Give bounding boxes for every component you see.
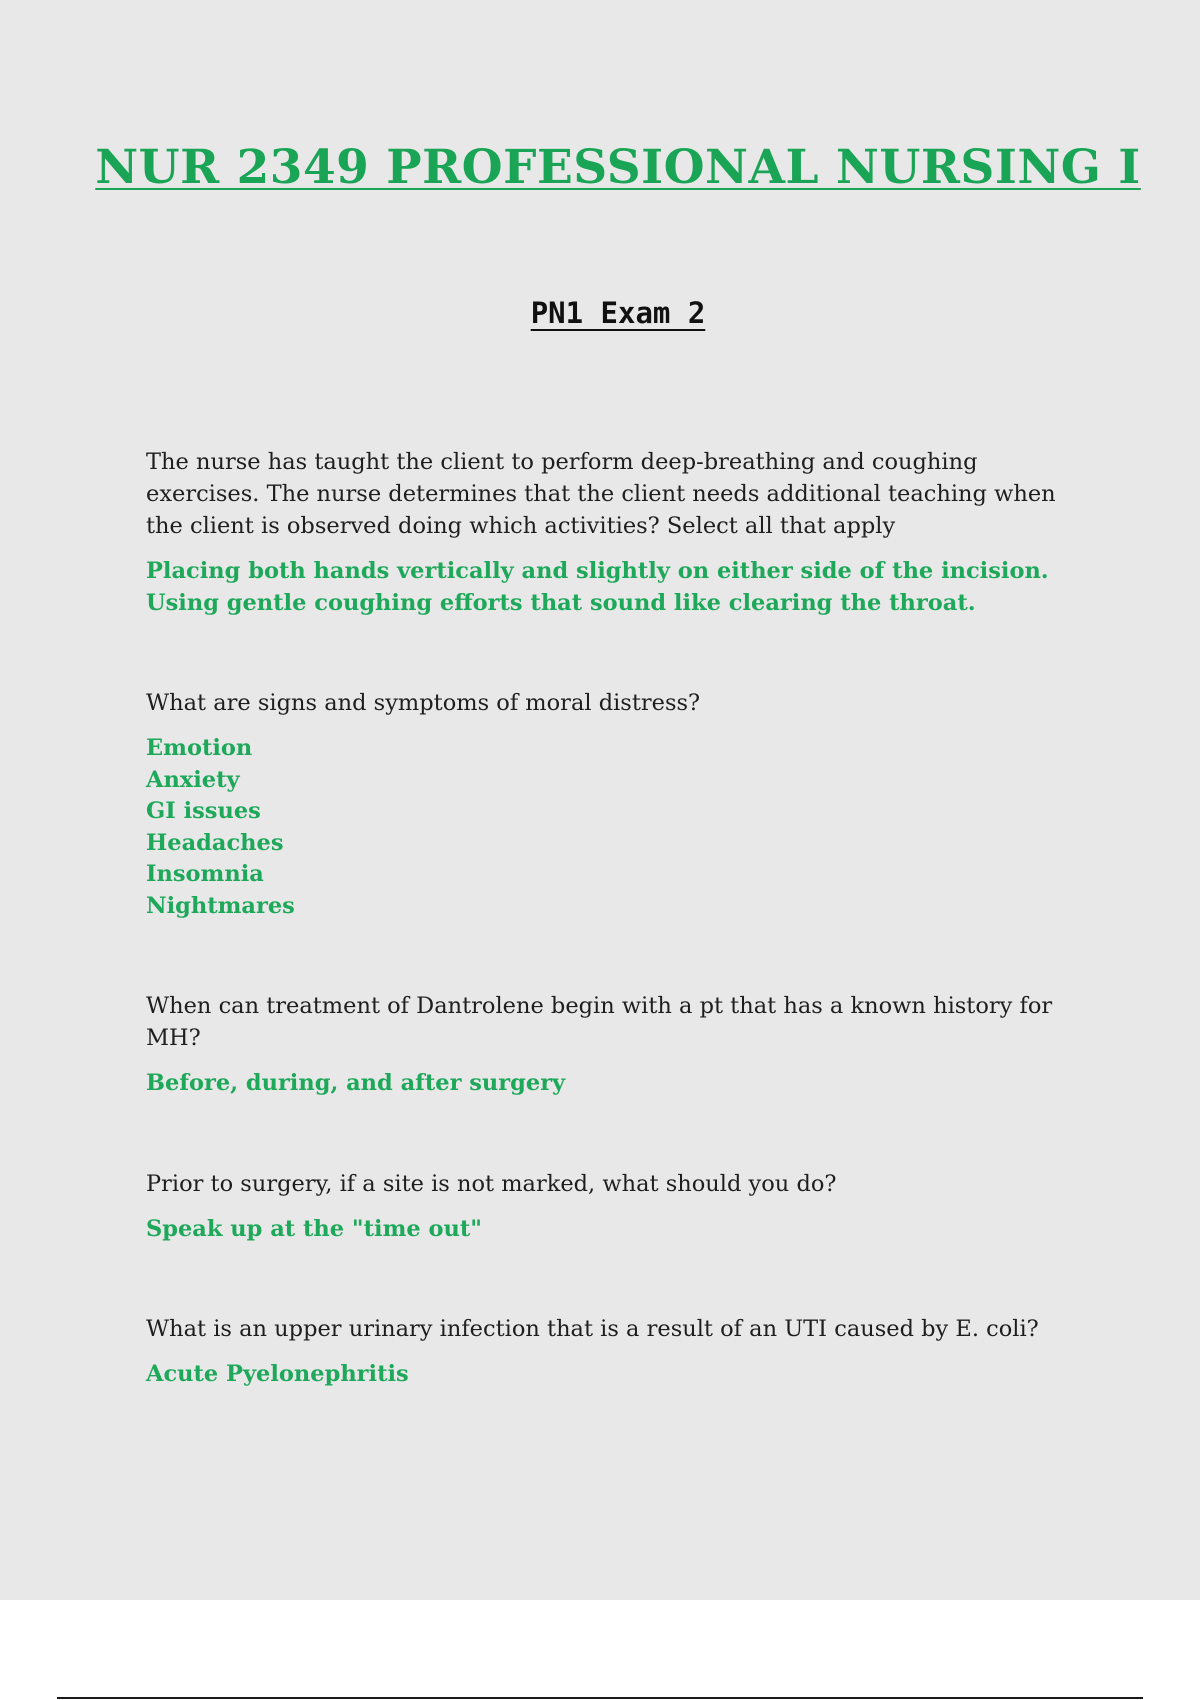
answer-text: Using gentle coughing efforts that sound like clearing the throat. — [146, 589, 976, 616]
qa-item — [146, 687, 1076, 922]
qa-item — [146, 990, 1076, 1100]
document-title: NUR 2349 PROFESSIONAL NURSING I — [95, 140, 1141, 195]
answer-text: Anxiety — [146, 766, 240, 793]
document-subtitle: PN1 Exam 2 — [530, 296, 706, 330]
answer-text: Placing both hands vertically and slightly on either side of the incision. — [146, 558, 1049, 584]
answer-text: Speak up at the "time out" — [146, 1215, 483, 1242]
question-text: Prior to surgery, if a site is not marked, what should you do? — [146, 1170, 837, 1197]
qa-item — [146, 446, 1076, 619]
answer-list — [146, 1068, 1076, 1100]
answer-text: Before, during, and after surgery — [146, 1070, 566, 1096]
question-text: When can treatment of Dantrolene begin with a pt that has a known history for MH? — [146, 993, 1053, 1051]
bottom-divider — [57, 1697, 1143, 1699]
answer-text: GI issues — [146, 798, 261, 824]
qa-item — [146, 1168, 1076, 1246]
question-answer-list — [146, 446, 1076, 1459]
answer-text: Headaches — [146, 829, 284, 856]
answer-text: Acute Pyelonephritis — [146, 1361, 409, 1387]
question-text: What are signs and symptoms of moral distress? — [146, 690, 701, 716]
answer-text: Nightmares — [146, 892, 295, 919]
answer-list — [146, 1359, 1076, 1391]
question-text: What is an upper urinary infection that is a result of an UTI caused by E. coli? — [146, 1316, 1039, 1342]
answer-list — [146, 1214, 1076, 1246]
answer-list — [146, 556, 1076, 619]
answer-text: Insomnia — [146, 861, 264, 887]
answer-list — [146, 733, 1076, 922]
question-text: The nurse has taught the client to perform deep-breathing and coughing exercises. The nurse determines that the client needs additional teaching when the client is observed doing which activities? Select all that apply — [146, 449, 1056, 539]
answer-text: Emotion — [146, 735, 253, 761]
qa-item — [146, 1313, 1076, 1391]
